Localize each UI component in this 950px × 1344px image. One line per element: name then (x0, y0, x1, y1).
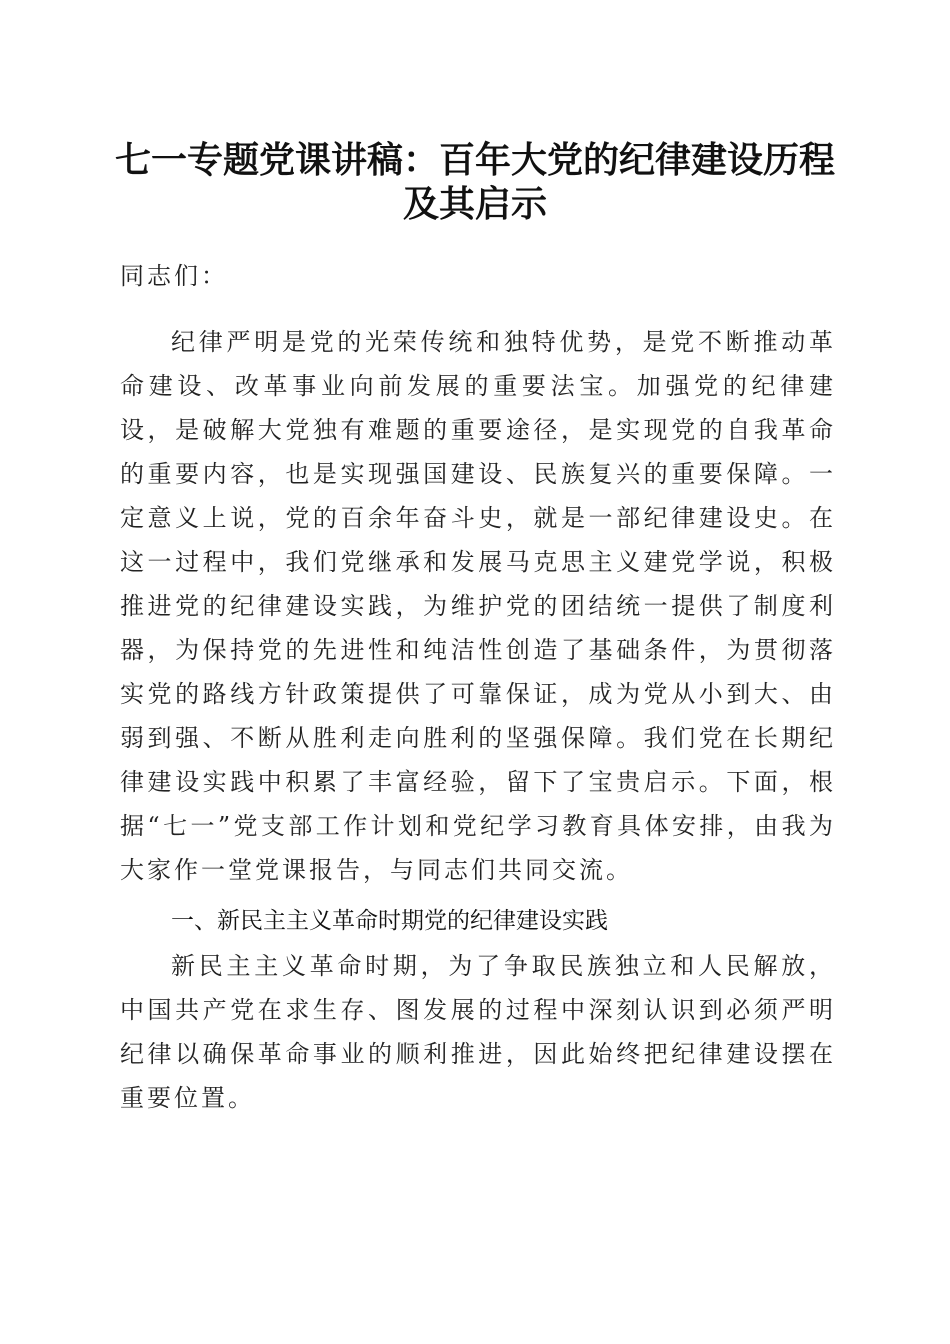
section-1-paragraph: 新民主主义革命时期，为了争取民族独立和人民解放，中国共产党在求生存、图发展的过程中深刻认识到必须严明纪律以确保革命事业的顺利推进，因此始终把纪律建设摆在重要位置。 (120, 952, 836, 1112)
title-line-2: 及其启示 (402, 183, 547, 225)
document-title (100, 138, 850, 226)
title-line-1: 七一专题党课讲稿：百年大党的纪律建设历程 (114, 139, 835, 181)
intro-paragraph: 纪律严明是党的光荣传统和独特优势，是党不断推动革命建设、改革事业向前发展的重要法宝。加强党的纪律建设，是破解大党独有难题的重要途径，是实现党的自我革命的重要内容，也是实现强国建设、民族复兴的重要保障。一定意义上说，党的百余年奋斗史，就是一部纪律建设史。在这一过程中，我们党继承和发展马克思主义建党学说，积极推进党的纪律建设实践，为维护党的团结统一提供了制度利器，为保持党的先进性和纯洁性创造了基础条件，为贯彻落实党的路线方针政策提供了可靠保证，成为党从小到大、由弱到强、不断从胜利走向胜利的坚强保障。我们党在长期纪律建设实践中积累了丰富经验，留下了宝贵启示。下面，根据“七一”党支部工作计划和党纪学习教育具体安排，由我为大家作一堂党课报告，与同志们共同交流。 (120, 328, 836, 884)
salutation: 同志们： (120, 262, 228, 290)
section-heading-1: 一、新民主主义革命时期党的纪律建设实践 (171, 908, 608, 934)
